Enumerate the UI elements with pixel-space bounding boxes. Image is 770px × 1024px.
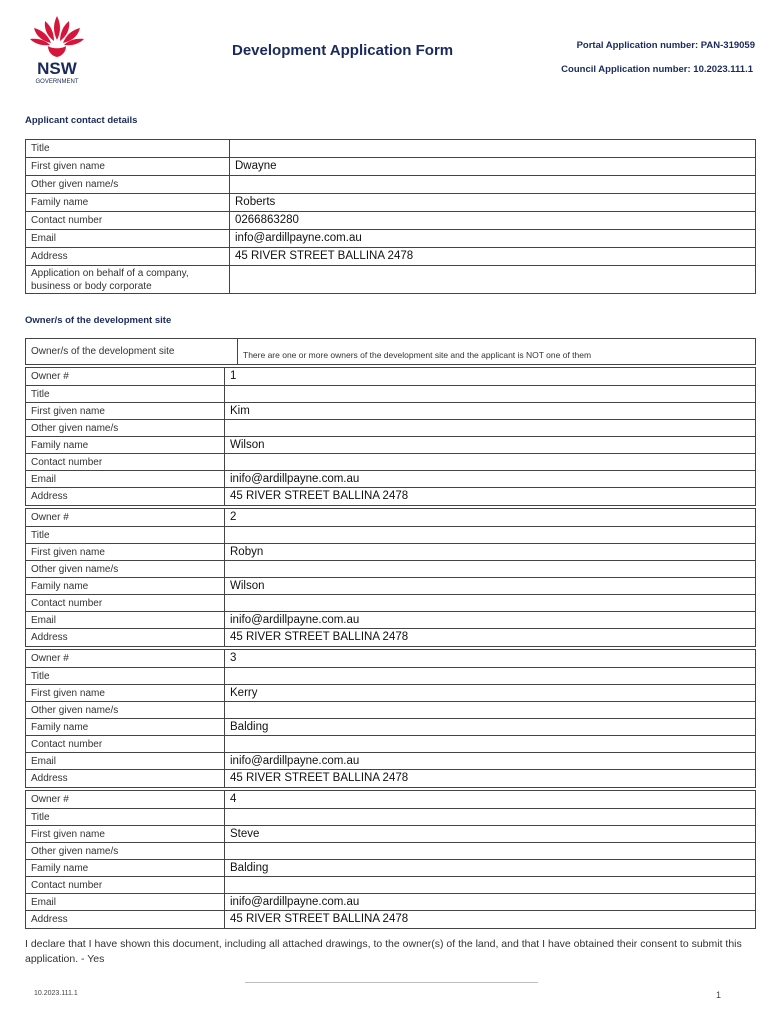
- field-label: Family name: [26, 437, 225, 454]
- owner-row-contact-number: [26, 736, 756, 753]
- field-value: Wilson: [225, 437, 756, 454]
- form-title: Development Application Form: [232, 42, 454, 59]
- field-label: First given name: [26, 685, 225, 702]
- field-value: [225, 420, 756, 437]
- field-label: Address: [26, 770, 225, 788]
- applicant-row-other-names: [26, 176, 756, 194]
- owner-row-other-names: [26, 702, 756, 719]
- field-label: Title: [26, 809, 225, 826]
- owner-row-family-name: [26, 860, 756, 877]
- field-value: [225, 454, 756, 471]
- field-value: 45 RIVER STREET BALLINA 2478: [230, 248, 756, 266]
- field-value: [225, 736, 756, 753]
- owner-row-number: [26, 368, 756, 386]
- field-value: [230, 266, 756, 294]
- field-value: [230, 176, 756, 194]
- field-value: 4: [225, 791, 756, 809]
- field-label: Address: [26, 629, 225, 647]
- owner-row-address: [26, 911, 756, 929]
- field-value: [225, 668, 756, 685]
- field-label: Contact number: [26, 212, 230, 230]
- portal-application-number: Portal Application number: PAN-319059: [576, 40, 755, 51]
- field-label: Owner #: [26, 509, 225, 527]
- field-value: Roberts: [230, 194, 756, 212]
- applicant-row-contact-number: [26, 212, 756, 230]
- field-label: Owner/s of the development site: [26, 339, 238, 365]
- owner-row-address: [26, 770, 756, 788]
- field-value: [225, 877, 756, 894]
- field-value: 1: [225, 368, 756, 386]
- field-value: Wilson: [225, 578, 756, 595]
- field-label: Other given name/s: [26, 702, 225, 719]
- field-label: Contact number: [26, 736, 225, 753]
- owner-row-contact-number: [26, 877, 756, 894]
- owner-row-first-name: [26, 544, 756, 561]
- owners-question-row: [26, 339, 756, 365]
- field-label: Contact number: [26, 454, 225, 471]
- field-value: [225, 595, 756, 612]
- field-value: [225, 386, 756, 403]
- field-label: Contact number: [26, 877, 225, 894]
- page-number: 1: [716, 990, 722, 1000]
- field-label: Address: [26, 488, 225, 506]
- owner-table-2: [25, 508, 756, 647]
- owner-row-number: [26, 509, 756, 527]
- field-value: [225, 843, 756, 860]
- owners-heading: Owner/s of the development site: [25, 315, 172, 326]
- field-label: Owner #: [26, 650, 225, 668]
- field-label: Family name: [26, 860, 225, 877]
- owner-row-other-names: [26, 561, 756, 578]
- owner-row-contact-number: [26, 454, 756, 471]
- owner-row-number: [26, 650, 756, 668]
- field-label: Contact number: [26, 595, 225, 612]
- owner-table-1: [25, 367, 756, 506]
- field-value: There are one or more owners of the development site and the applicant is NOT one of them: [238, 339, 756, 365]
- owner-row-email: [26, 753, 756, 770]
- owner-row-family-name: [26, 578, 756, 595]
- field-label: Family name: [26, 194, 230, 212]
- applicant-row-first-name: [26, 158, 756, 176]
- field-label: Email: [26, 612, 225, 629]
- field-value: Robyn: [225, 544, 756, 561]
- field-label: Other given name/s: [26, 420, 225, 437]
- field-value: [230, 140, 756, 158]
- field-label: Application on behalf of a company, business or body corporate: [26, 266, 230, 294]
- waratah-icon: [22, 12, 92, 86]
- applicant-row-title: [26, 140, 756, 158]
- field-value: 2: [225, 509, 756, 527]
- field-label: First given name: [26, 403, 225, 420]
- field-value: [225, 702, 756, 719]
- owner-row-contact-number: [26, 595, 756, 612]
- owner-table-4: [25, 790, 756, 929]
- owner-row-number: [26, 791, 756, 809]
- field-value: 3: [225, 650, 756, 668]
- owner-row-family-name: [26, 719, 756, 736]
- owner-row-email: [26, 612, 756, 629]
- field-label: First given name: [26, 158, 230, 176]
- field-label: Other given name/s: [26, 176, 230, 194]
- field-label: Title: [26, 140, 230, 158]
- applicant-row-address: [26, 248, 756, 266]
- field-value: Steve: [225, 826, 756, 843]
- owner-row-title: [26, 809, 756, 826]
- field-value: Kim: [225, 403, 756, 420]
- field-value: info@ardillpayne.com.au: [230, 230, 756, 248]
- field-value: inifo@ardillpayne.com.au: [225, 612, 756, 629]
- field-label: Title: [26, 527, 225, 544]
- field-label: Email: [26, 894, 225, 911]
- field-label: Owner #: [26, 368, 225, 386]
- field-label: First given name: [26, 544, 225, 561]
- field-label: Address: [26, 248, 230, 266]
- field-value: [225, 527, 756, 544]
- nsw-government-logo: [22, 12, 92, 86]
- field-value: inifo@ardillpayne.com.au: [225, 471, 756, 488]
- field-value: 45 RIVER STREET BALLINA 2478: [225, 629, 756, 647]
- field-label: Owner #: [26, 791, 225, 809]
- applicant-row-email: [26, 230, 756, 248]
- owner-row-title: [26, 527, 756, 544]
- field-value: Dwayne: [230, 158, 756, 176]
- owner-row-address: [26, 488, 756, 506]
- applicant-heading: Applicant contact details: [25, 115, 138, 126]
- logo-wordmark: NSW: [37, 59, 77, 78]
- owners-question-table: [25, 338, 756, 365]
- field-value: 45 RIVER STREET BALLINA 2478: [225, 488, 756, 506]
- field-label: Address: [26, 911, 225, 929]
- owner-row-title: [26, 386, 756, 403]
- applicant-table: [25, 139, 756, 294]
- field-label: First given name: [26, 826, 225, 843]
- field-value: inifo@ardillpayne.com.au: [225, 753, 756, 770]
- logo-subtext: GOVERNMENT: [35, 79, 79, 85]
- owner-row-other-names: [26, 420, 756, 437]
- field-label: Email: [26, 753, 225, 770]
- field-label: Other given name/s: [26, 843, 225, 860]
- owner-row-first-name: [26, 685, 756, 702]
- field-value: [225, 561, 756, 578]
- field-label: Title: [26, 386, 225, 403]
- owner-row-email: [26, 894, 756, 911]
- owner-row-title: [26, 668, 756, 685]
- field-value: inifo@ardillpayne.com.au: [225, 894, 756, 911]
- field-value: 45 RIVER STREET BALLINA 2478: [225, 911, 756, 929]
- footer-reference: 10.2023.111.1: [34, 990, 78, 997]
- field-label: Email: [26, 230, 230, 248]
- council-application-number: Council Application number: 10.2023.111.1: [561, 64, 753, 75]
- owner-row-first-name: [26, 403, 756, 420]
- field-label: Family name: [26, 719, 225, 736]
- field-label: Title: [26, 668, 225, 685]
- owner-row-family-name: [26, 437, 756, 454]
- owner-table-3: [25, 649, 756, 788]
- applicant-row-family-name: [26, 194, 756, 212]
- field-value: 0266863280: [230, 212, 756, 230]
- field-value: Balding: [225, 860, 756, 877]
- field-value: 45 RIVER STREET BALLINA 2478: [225, 770, 756, 788]
- field-label: Other given name/s: [26, 561, 225, 578]
- field-value: Kerry: [225, 685, 756, 702]
- owner-row-address: [26, 629, 756, 647]
- field-label: Email: [26, 471, 225, 488]
- footer-divider: [245, 982, 538, 983]
- applicant-row-on-behalf: [26, 266, 756, 294]
- owner-row-email: [26, 471, 756, 488]
- owner-row-first-name: [26, 826, 756, 843]
- field-value: [225, 809, 756, 826]
- owner-row-other-names: [26, 843, 756, 860]
- field-value: Balding: [225, 719, 756, 736]
- owner-consent-declaration: I declare that I have shown this document, including all attached drawings, to the owner(s) of the land, and that I have obtained their consent to submit this application. - Yes: [25, 938, 742, 965]
- field-label: Family name: [26, 578, 225, 595]
